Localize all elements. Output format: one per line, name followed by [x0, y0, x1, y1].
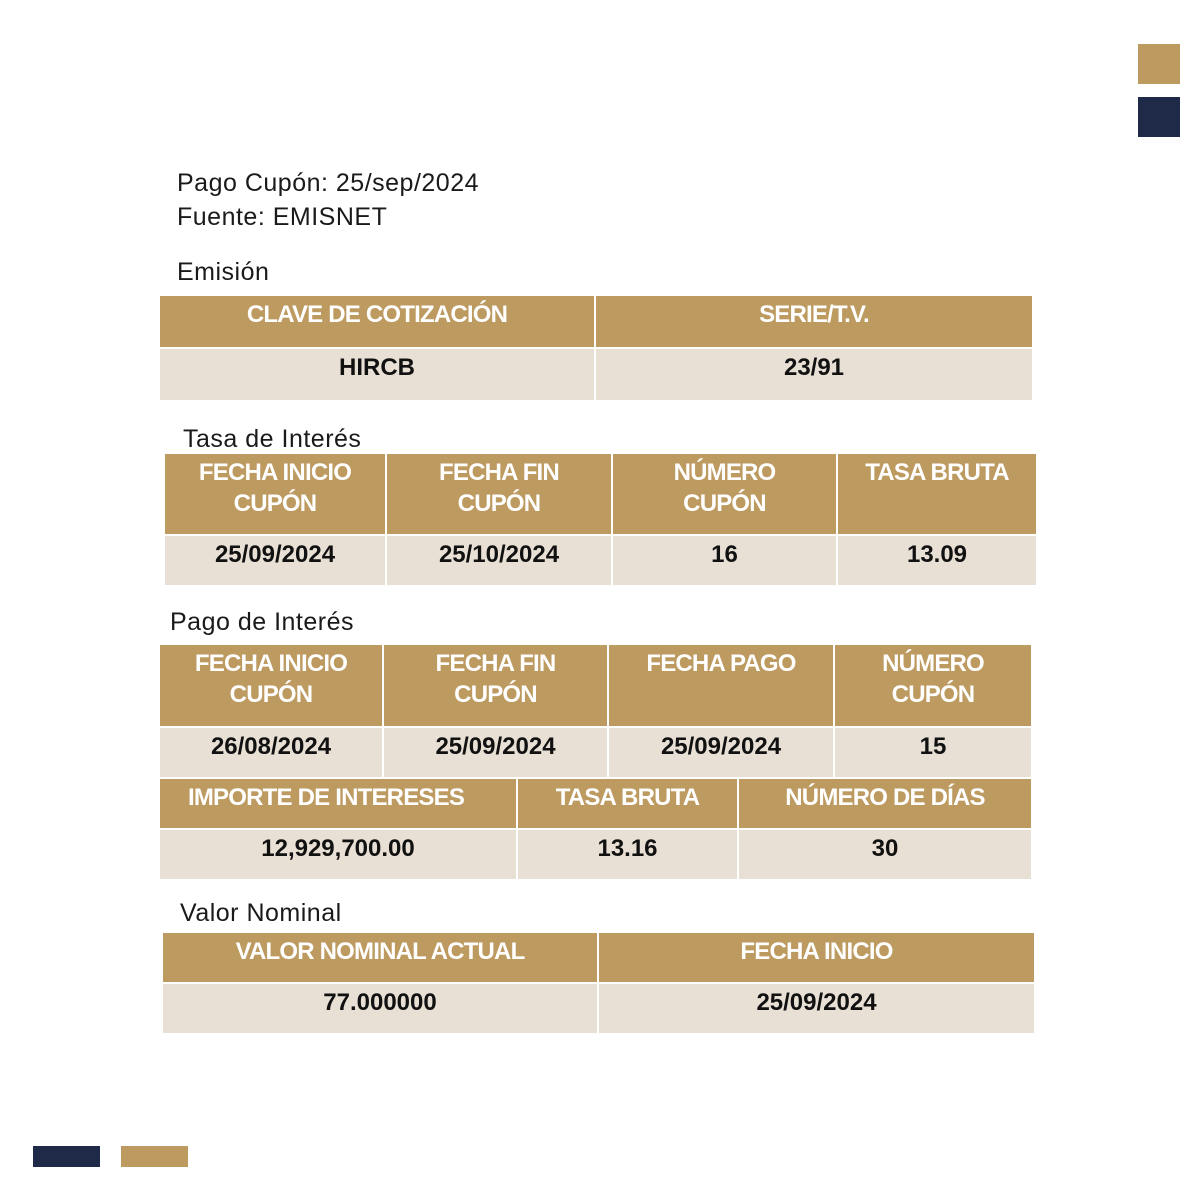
emision-section-label: Emisión [177, 258, 270, 286]
navy-square-top-right [1138, 97, 1180, 137]
header-clave-cotizacion: CLAVE DE COTIZACIÓN [159, 295, 595, 348]
cell-numero-cupon: 15 [834, 727, 1032, 778]
header-line: NÚMERO [673, 459, 776, 486]
payment-date-line: Pago Cupón: 25/sep/2024 [177, 169, 480, 197]
cell-serie-tv: 23/91 [595, 348, 1033, 401]
header-line: FECHA INICIO [198, 459, 352, 486]
header-line: FECHA INICIO [194, 650, 348, 677]
header-tasa-bruta [837, 453, 1037, 535]
navy-bar-bottom-left [33, 1146, 100, 1167]
header-fecha-inicio-cupon [164, 453, 386, 535]
header-importe-intereses: IMPORTE DE INTERESES [159, 778, 517, 829]
emision-table [158, 294, 1034, 402]
header-numero-cupon [612, 453, 837, 535]
header-valor-nominal-actual: VALOR NOMINAL ACTUAL [162, 932, 598, 983]
nominal-table [161, 931, 1036, 1035]
header-line: CUPÓN [891, 681, 975, 708]
header-fecha-pago [608, 644, 834, 727]
gold-bar-bottom-left [121, 1146, 188, 1167]
header-line: NÚMERO [882, 650, 984, 677]
pago-section-label: Pago de Interés [170, 608, 355, 636]
cell-tasa-bruta: 13.09 [837, 535, 1037, 586]
pago-table [158, 643, 1033, 779]
header-line: CUPÓN [457, 490, 541, 517]
cell-fecha-fin: 25/09/2024 [383, 727, 608, 778]
tasa-section-label: Tasa de Interés [183, 425, 362, 453]
header-fecha-fin-cupon [386, 453, 612, 535]
cell-fecha-pago: 25/09/2024 [608, 727, 834, 778]
header-line: CUPÓN [233, 490, 317, 517]
header-line: CUPÓN [454, 681, 537, 708]
header-line: FECHA FIN [439, 459, 559, 486]
tasa-table [163, 452, 1038, 587]
gold-square-top-right [1138, 44, 1180, 84]
cell-fecha-inicio: 25/09/2024 [164, 535, 386, 586]
header-tasa-bruta: TASA BRUTA [517, 778, 738, 829]
header-line: CUPÓN [229, 681, 313, 708]
cell-clave-cotizacion: HIRCB [159, 348, 595, 401]
header-serie-tv: SERIE/T.V. [595, 295, 1033, 348]
cell-tasa-bruta: 13.16 [517, 829, 738, 880]
header-line: FECHA FIN [435, 650, 556, 677]
header-numero-dias: NÚMERO DE DÍAS [738, 778, 1032, 829]
cell-importe-intereses: 12,929,700.00 [159, 829, 517, 880]
header-numero-cupon [834, 644, 1032, 727]
header-fecha-inicio-cupon [159, 644, 383, 727]
header-line: FECHA PAGO [646, 650, 796, 677]
header-line: TASA BRUTA [865, 459, 1009, 486]
cell-numero-dias: 30 [738, 829, 1032, 880]
header-fecha-fin-cupon [383, 644, 608, 727]
nominal-section-label: Valor Nominal [180, 899, 342, 927]
cell-numero-cupon: 16 [612, 535, 837, 586]
header-fecha-inicio: FECHA INICIO [598, 932, 1035, 983]
cell-fecha-inicio: 25/09/2024 [598, 983, 1035, 1034]
cell-fecha-fin: 25/10/2024 [386, 535, 612, 586]
cell-valor-nominal: 77.000000 [162, 983, 598, 1034]
pago-importe-table [158, 777, 1033, 881]
cell-fecha-inicio: 26/08/2024 [159, 727, 383, 778]
header-line: CUPÓN [683, 490, 766, 517]
source-line: Fuente: EMISNET [177, 203, 388, 231]
